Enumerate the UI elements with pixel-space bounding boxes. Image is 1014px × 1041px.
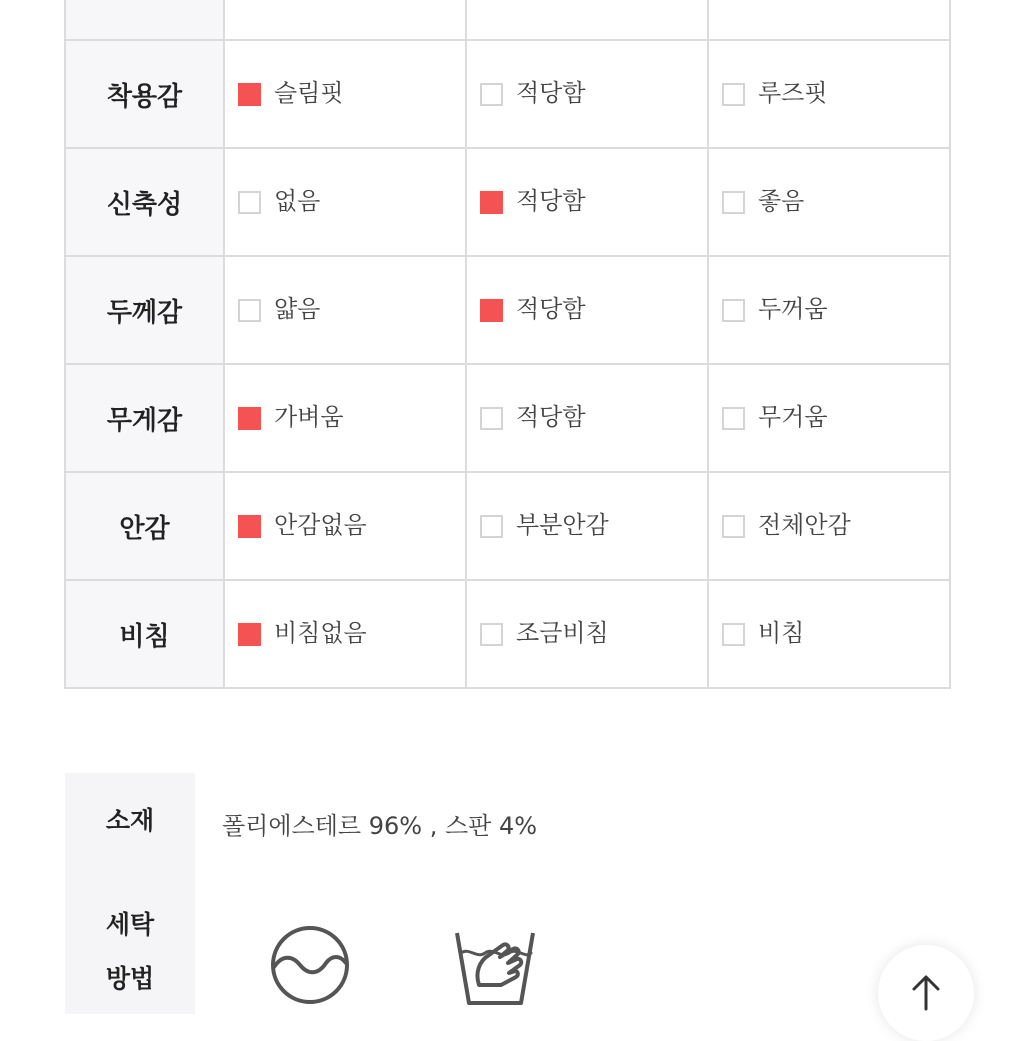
option (467, 617, 707, 652)
option (467, 77, 707, 112)
option (709, 617, 949, 652)
option (709, 509, 949, 544)
scroll-to-top-button[interactable] (878, 945, 974, 1041)
checkbox-checked (238, 83, 261, 106)
option-cell (466, 40, 708, 148)
option-cell (708, 580, 950, 688)
option-cell (224, 364, 466, 472)
option-label: 적당함 (516, 402, 586, 431)
row-header-empty (65, 0, 224, 40)
checkbox-checked (480, 191, 503, 214)
option (225, 401, 465, 436)
option-cell (224, 40, 466, 148)
table-row-partial (65, 0, 950, 40)
option (709, 293, 949, 328)
option-label: 없음 (274, 186, 321, 215)
fit-info-table (64, 0, 951, 689)
option-cell (708, 256, 950, 364)
option-label: 슬림핏 (274, 78, 344, 107)
checkbox-checked (238, 407, 261, 430)
row-header: 착용감 (65, 40, 224, 148)
table-row-sheerness (65, 580, 950, 688)
row-header: 비침 (65, 580, 224, 688)
washing-label-line2: 방법 (105, 964, 155, 993)
option (467, 401, 707, 436)
table-row-fit (65, 40, 950, 148)
option-cell (224, 580, 466, 688)
product-info-block (65, 773, 950, 1014)
washing-label (65, 898, 195, 1006)
table-cell-empty (224, 0, 466, 40)
hand-wash-icon (453, 925, 537, 1013)
checkbox (722, 191, 745, 214)
checkbox-checked (238, 623, 261, 646)
option-label: 적당함 (516, 78, 586, 107)
option-cell (224, 148, 466, 256)
option-label: 비침없음 (274, 618, 367, 647)
checkbox (480, 515, 503, 538)
washing-label-line1: 세탁 (105, 910, 155, 939)
option (709, 185, 949, 220)
row-header: 두께감 (65, 256, 224, 364)
option-cell (224, 472, 466, 580)
material-label: 소재 (105, 806, 155, 835)
table-row-lining (65, 472, 950, 580)
checkbox-checked (238, 515, 261, 538)
option-label: 조금비침 (516, 618, 609, 647)
option-label: 가벼움 (274, 402, 344, 431)
row-header: 안감 (65, 472, 224, 580)
option-cell (466, 580, 708, 688)
table-row-weight (65, 364, 950, 472)
option-cell (708, 364, 950, 472)
option (225, 509, 465, 544)
table-row-stretch (65, 148, 950, 256)
row-header: 신축성 (65, 148, 224, 256)
table-cell-empty (708, 0, 950, 40)
checkbox (722, 299, 745, 322)
option-label: 루즈핏 (758, 78, 828, 107)
option-cell (708, 148, 950, 256)
checkbox (480, 623, 503, 646)
table-row-thickness (65, 256, 950, 364)
option-cell (466, 472, 708, 580)
option-cell (466, 364, 708, 472)
checkbox (480, 83, 503, 106)
option-label: 적당함 (516, 294, 586, 323)
checkbox (238, 191, 261, 214)
table-cell-empty (466, 0, 708, 40)
option (225, 293, 465, 328)
option-label: 무거움 (758, 402, 828, 431)
row-header: 무게감 (65, 364, 224, 472)
option-label: 두꺼움 (758, 294, 828, 323)
option-label: 얇음 (274, 294, 321, 323)
option-label: 전체안감 (758, 510, 851, 539)
option (225, 77, 465, 112)
material-value: 폴리에스테르 96% , 스판 4% (222, 812, 538, 840)
arrow-up-icon (909, 973, 943, 1013)
option (709, 401, 949, 436)
option-label: 비침 (758, 618, 805, 647)
option-label: 적당함 (516, 186, 586, 215)
option-label: 안감없음 (274, 510, 367, 539)
checkbox (722, 407, 745, 430)
option-cell (708, 40, 950, 148)
option-cell (466, 256, 708, 364)
option (467, 185, 707, 220)
checkbox (722, 623, 745, 646)
option (225, 617, 465, 652)
option-cell (224, 256, 466, 364)
checkbox (722, 83, 745, 106)
option-label: 좋음 (758, 186, 805, 215)
checkbox (480, 407, 503, 430)
option (709, 77, 949, 112)
option-label: 부분안감 (516, 510, 609, 539)
option (225, 185, 465, 220)
checkbox (238, 299, 261, 322)
option (467, 293, 707, 328)
option-cell (708, 472, 950, 580)
option-cell (466, 148, 708, 256)
checkbox-checked (480, 299, 503, 322)
option (467, 509, 707, 544)
checkbox (722, 515, 745, 538)
washing-machine-icon (268, 923, 352, 1011)
